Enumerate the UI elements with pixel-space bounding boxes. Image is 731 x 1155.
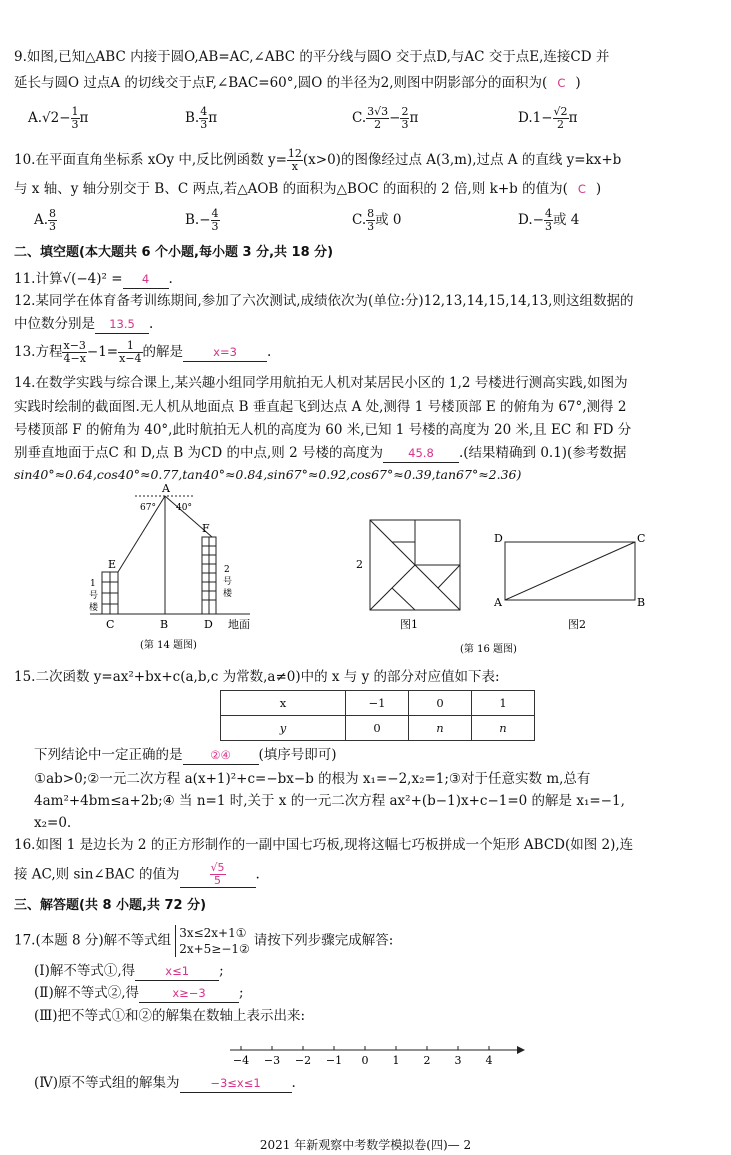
q17-answer-4: −3≤x≤1 — [210, 1076, 261, 1090]
q13: 13.方程 $\frac{x-3}{4-x}$ −1= $\frac{1}{x-4}$ 的解是 x=3 . — [14, 339, 272, 365]
building-2 — [202, 537, 216, 614]
figure-16-caption: (第 16 题图) — [460, 644, 517, 655]
figure-14-caption: (第 14 题图) — [140, 640, 197, 650]
label-A2: A — [494, 596, 502, 609]
table-cell: n — [472, 716, 535, 741]
figure-2-label: 图2 — [568, 618, 586, 631]
section-2-title: 二、填空题(本大题共 6 个小题,每小题 3 分,共 18 分) — [14, 245, 334, 260]
label-A: A — [162, 482, 170, 495]
building-1 — [102, 572, 118, 614]
table-row — [221, 716, 535, 741]
table-cell: x — [221, 691, 346, 716]
table-cell: 1 — [472, 691, 535, 716]
building-1-label-b: 号 — [89, 591, 99, 601]
q17-step-3: (Ⅲ)把不等式①和②的解集在数轴上表示出来: — [34, 1008, 306, 1024]
q16-line2: 接 AC,则 sin∠BAC 的值为 $\frac{√5}{5}$ . — [14, 861, 260, 887]
figure-1-label: 图1 — [400, 618, 418, 631]
q9-option-d: D.1− $\frac{√2}{2}$ π — [518, 105, 578, 131]
q12-line2: 中位数分别是 13.5 . — [14, 316, 154, 332]
q10-line1: 10.在平面直角坐标系 xOy 中,反比例函数 y= $\frac{12}{x}$ (x>0)的图像经过点 A(3,m),过点 A 的直线 y=kx+b — [14, 147, 622, 173]
page-footer: 2021 年新观察中考数学模拟卷(四)— 2 — [259, 1138, 472, 1152]
q17-ineq2: 2x+5≥−1② — [179, 942, 250, 956]
label-E: E — [108, 558, 117, 571]
label-B: B — [160, 618, 169, 631]
building-1-label-a: 1 — [90, 579, 96, 589]
q10-option-a: A. $\frac{8}{3}$ — [34, 207, 57, 233]
number-line — [225, 1040, 525, 1070]
q14-line4: 别垂直地面于点C 和 D,点 B 为CD 的中点,则 2 号楼的高度为 45.8 .(结果精确到 0.1)(参考数据 — [14, 445, 627, 461]
building-2-label-c: 楼 — [223, 589, 233, 599]
number-line-tick-label: 2 — [423, 1054, 431, 1067]
angle-40: 40° — [176, 503, 192, 513]
q14-line2: 实践时绘制的截面图.无人机从地面点 B 垂直起飞到达点 A 处,测得 1 号楼顶部 E 的俯角为 67°,测得 2 — [14, 399, 627, 415]
building-2-label-b: 号 — [223, 577, 233, 587]
q14-answer: 45.8 — [408, 446, 434, 460]
building-2-label-a: 2 — [224, 565, 230, 575]
number-line-tick-label: 1 — [392, 1054, 400, 1067]
side-label: 2 — [356, 558, 363, 571]
building-1-label-c: 楼 — [89, 603, 99, 613]
number-line-tick-label: −3 — [263, 1054, 281, 1067]
table-cell: 0 — [409, 691, 472, 716]
q9-line2: 延长与圆O 过点A 的切线交于点F,∠BAC=60°,圆O 的半径为2,则图中阴影部分的面积为( C ) — [14, 75, 581, 91]
q10-option-b: B.− $\frac{4}{3}$ — [185, 207, 219, 233]
tangram-square — [370, 520, 460, 610]
figure-14 — [80, 480, 270, 650]
q10-option-d: D.− $\frac{4}{3}$ 或 4 — [518, 207, 580, 233]
section-3-title: 三、解答题(共 8 小题,共 72 分) — [14, 898, 207, 913]
number-line-tick-label: −1 — [325, 1054, 343, 1067]
q14-line3: 号楼顶部 F 的俯角为 40°,此时航拍无人机的高度为 60 米,已知 1 号楼的高度为 20 米,且 EC 和 FD 分 — [14, 422, 632, 438]
number-line-tick-label: 4 — [485, 1054, 493, 1067]
q17-stem: 17.(本题 8 分)解不等式组 3x≤2x+1① 2x+5≥−1② 请按下列步骤完成解答: — [14, 926, 394, 956]
q9-option-c: C. $\frac{3√3}{2}$ − $\frac{2}{3}$ π — [352, 105, 419, 131]
label-C: C — [106, 618, 115, 631]
table-cell: y — [221, 716, 346, 741]
q15-conclusions-3: x₂=0. — [34, 815, 72, 831]
q11-answer: 4 — [141, 272, 150, 286]
q10-answer: C — [577, 182, 586, 196]
q12-answer: 13.5 — [109, 317, 135, 331]
number-line-tick-label: 0 — [361, 1054, 369, 1067]
q14-reference-data: sin40°≈0.64,cos40°≈0.77,tan40°≈0.84,sin67°≈0.92,cos67°≈0.39,tan67°≈2.36) — [14, 467, 522, 482]
q15-conclusions-2: 4am²+4bm≤a+2b;④ 当 n=1 时,关于 x 的一元二次方程 ax²+(b−1)x+c−1=0 的解是 x₁=−1, — [34, 793, 625, 809]
q10-option-c: C. $\frac{8}{3}$ 或 0 — [352, 207, 402, 233]
q17-step-1: (Ⅰ)解不等式①,得 x≤1 ; — [34, 963, 224, 979]
label-B2: B — [637, 596, 646, 609]
label-D2: D — [494, 532, 503, 545]
q16-line1: 16.如图 1 是边长为 2 的正方形制作的一副中国七巧板,现将这幅七巧板拼成一个矩形 ABCD(如图 2),连 — [14, 837, 634, 853]
table-row — [221, 691, 535, 716]
q15-prompt: 下列结论中一定正确的是 ②④ (填序号即可) — [34, 747, 337, 763]
figure-16 — [350, 510, 650, 660]
table-cell: 0 — [346, 716, 409, 741]
q17-step-2: (Ⅱ)解不等式②,得 x≥−3 ; — [34, 985, 244, 1001]
label-F: F — [202, 522, 210, 535]
label-ground: 地面 — [228, 618, 250, 631]
q9-option-a: A.√2− $\frac{1}{3}$ π — [28, 105, 89, 131]
label-D: D — [204, 618, 213, 631]
q10-line2: 与 x 轴、y 轴分别交于 B、C 两点,若△AOB 的面积为△BOC 的面积的 2 倍,则 k+b 的值为( C ) — [14, 181, 602, 197]
q17-ineq1: 3x≤2x+1① — [179, 926, 247, 940]
q17-answer-1: x≤1 — [165, 964, 190, 978]
q17-answer-2: x≥−3 — [172, 986, 206, 1000]
angle-67: 67° — [140, 503, 156, 513]
q16-answer: $\frac{√5}{5}$ — [210, 861, 225, 887]
q15-conclusions-1: ①ab>0;②一元二次方程 a(x+1)²+c=−bx−b 的根为 x₁=−2,x₂=1;③对于任意实数 m,总有 — [34, 771, 591, 787]
q15-table — [220, 690, 535, 741]
q9-line1: 9.如图,已知△ABC 内接于圆O,AB=AC,∠ABC 的平分线与圆O 交于点D,与AC 交于点E,连接CD 并 — [14, 49, 610, 65]
number-line-arrow — [517, 1046, 525, 1054]
q17-step-4: (Ⅳ)原不等式组的解集为 −3≤x≤1 . — [34, 1075, 296, 1091]
number-line-tick-label: −4 — [232, 1054, 250, 1067]
label-C2: C — [637, 532, 646, 545]
q14-line1: 14.在数学实践与综合课上,某兴趣小组同学用航拍无人机对某居民小区的 1,2 号楼进行测高实践,如图为 — [14, 375, 628, 391]
table-cell: n — [409, 716, 472, 741]
q9-option-b: B. $\frac{4}{3}$ π — [185, 105, 218, 131]
q9-answer: C — [557, 76, 566, 90]
number-line-tick-label: −2 — [294, 1054, 312, 1067]
diagonal-ac — [505, 542, 635, 600]
number-line-tick-label: 3 — [454, 1054, 462, 1067]
q15-line1: 15.二次函数 y=ax²+bx+c(a,b,c 为常数,a≠0)中的 x 与 y 的部分对应值如下表: — [14, 669, 500, 685]
q13-answer: x=3 — [213, 345, 237, 359]
q15-answer: ②④ — [210, 748, 231, 762]
table-cell: −1 — [346, 691, 409, 716]
q12-line1: 12.某同学在体育备考训练期间,参加了六次测试,成绩依次为(单位:分)12,13,14,15,14,13,则这组数据的 — [14, 293, 634, 309]
q11: 11.计算√(−4)² = 4 . — [14, 271, 173, 287]
